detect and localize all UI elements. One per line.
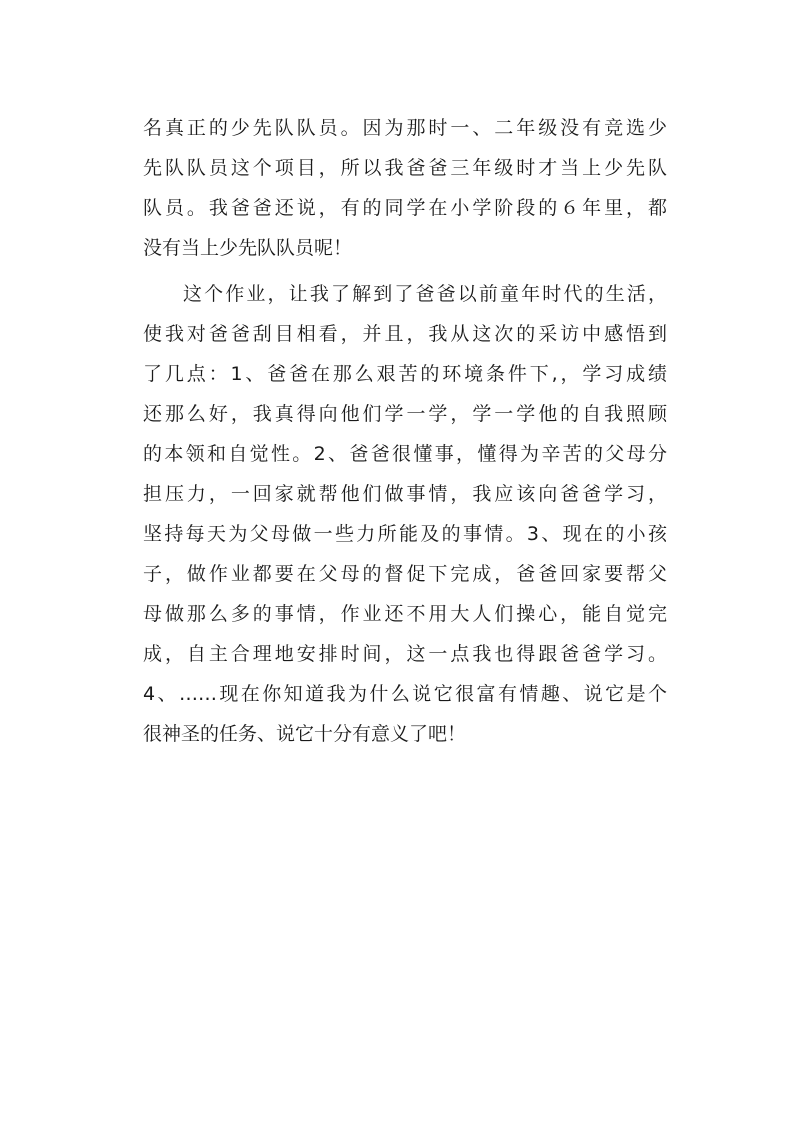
paragraph-line: 这个作业，让我了解到了爸爸以前童年时代的生活，: [183, 283, 667, 305]
paragraph-line: 4、……现在你知道我为什么说它很富有情趣、说它是个: [143, 683, 667, 705]
paragraph-line: 了几点：1、爸爸在那么艰苦的环境条件下,，学习成绩: [143, 363, 667, 385]
paragraph-line: 坚持每天为父母做一些力所能及的事情。3、现在的小孩: [143, 523, 667, 545]
paragraph-line: 的本领和自觉性。2、爸爸很懂事，懂得为辛苦的父母分: [143, 443, 667, 465]
paragraph-1: [143, 108, 667, 268]
paragraph-line: 很神圣的任务、说它十分有意义了吧！: [143, 723, 467, 745]
paragraph-line: 担压力，一回家就帮他们做事情，我应该向爸爸学习，: [143, 483, 667, 505]
paragraph-line: 队员。我爸爸还说，有的同学在小学阶段的６年里，都: [143, 197, 667, 219]
paragraph-line: 没有当上少先队队员呢！: [143, 237, 353, 259]
paragraph-2: [143, 274, 667, 754]
paragraph-line: 母做那么多的事情，作业还不用大人们操心，能自觉完: [143, 603, 667, 625]
paragraph-line: 成，自主合理地安排时间，这一点我也得跟爸爸学习。: [143, 643, 667, 665]
paragraph-line: 还那么好，我真得向他们学一学，学一学他的自我照顾: [143, 403, 667, 425]
document-body: [143, 108, 667, 754]
paragraph-line: 名真正的少先队队员。因为那时一、二年级没有竞选少: [143, 117, 667, 139]
paragraph-line: 子，做作业都要在父母的督促下完成，爸爸回家要帮父: [143, 563, 667, 585]
paragraph-line: 使我对爸爸刮目相看，并且，我从这次的采访中感悟到: [143, 323, 667, 345]
paragraph-line: 先队队员这个项目，所以我爸爸三年级时才当上少先队: [143, 157, 667, 179]
